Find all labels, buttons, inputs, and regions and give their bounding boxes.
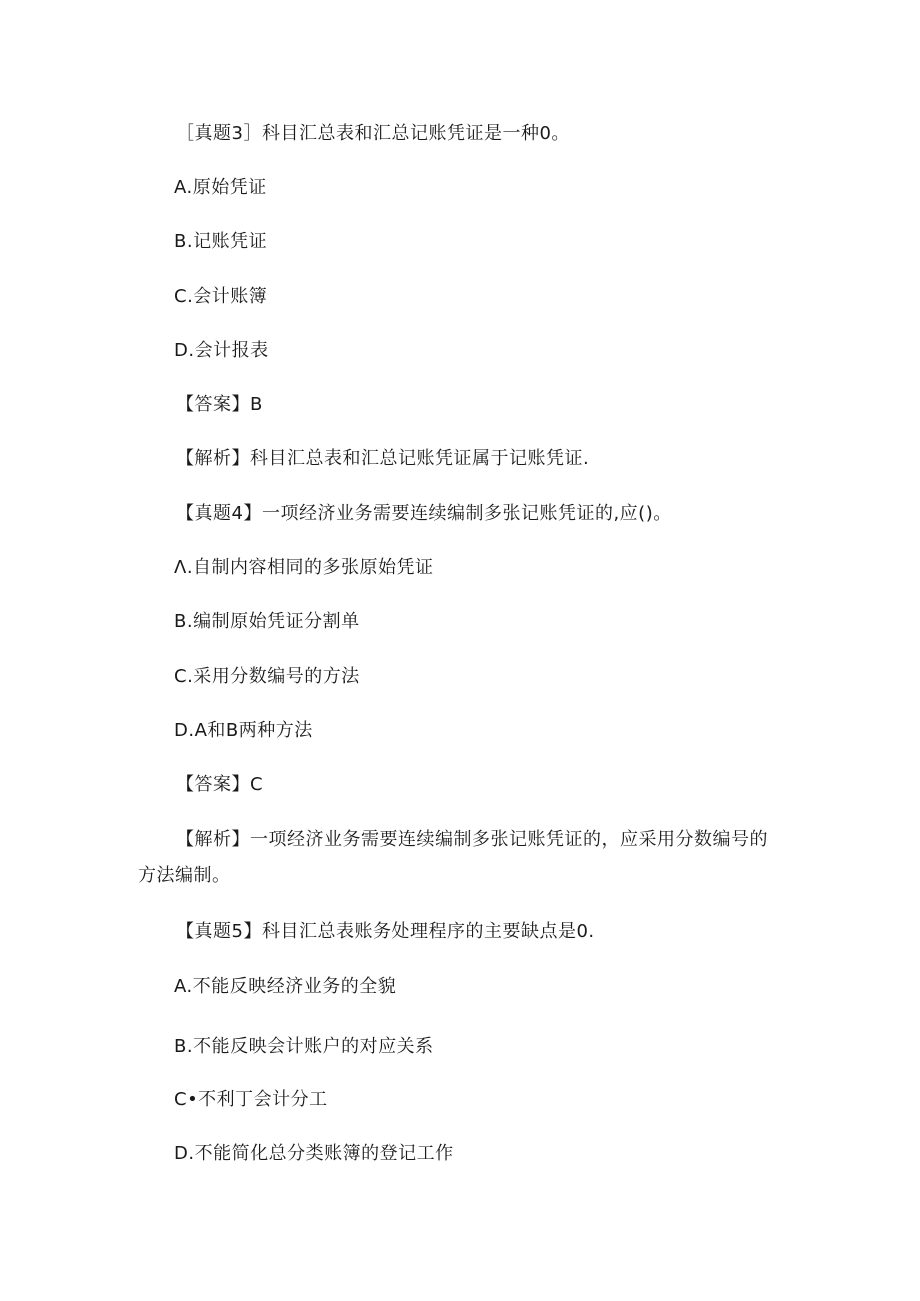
- question-3-option-a: A.原始凭证: [174, 177, 267, 198]
- question-3-option-c: C.会计账簿: [174, 286, 268, 307]
- question-5-stem: 【真题5】科目汇总表账务处理程序的主要缺点是0.: [176, 921, 595, 942]
- question-3-option-b: B.记账凭证: [174, 231, 268, 252]
- question-3-analysis: 【解析】科目汇总表和汇总记账凭证属于记账凭证.: [176, 448, 590, 469]
- question-5-option-d: D.不能简化总分类账簿的登记工作: [174, 1143, 454, 1164]
- question-4-option-c: C.采用分数编号的方法: [174, 666, 360, 687]
- question-4-answer: 【答案】C: [176, 774, 264, 795]
- question-3-answer: 【答案】B: [176, 394, 263, 415]
- question-3-stem: ［真题3］科目汇总表和汇总记账凭证是一种0。: [176, 123, 570, 144]
- question-4-option-a: Λ.自制内容相同的多张原始凭证: [174, 557, 434, 578]
- question-5-option-c: C•不利丁会计分工: [174, 1089, 328, 1110]
- question-4-option-d: D.A和B两种方法: [174, 720, 313, 741]
- question-4-option-b: B.编制原始凭证分割单: [174, 611, 360, 632]
- question-5-option-b: B.不能反映会计账户的对应关系: [174, 1036, 434, 1057]
- question-4-analysis: 【解析】一项经济业务需要连续编制多张记账凭证的，应采用分数编号的方法编制。: [138, 829, 768, 886]
- question-4-stem: 【真题4】一项经济业务需要连续编制多张记账凭证的,应()。: [176, 503, 672, 524]
- question-5-option-a: A.不能反映经济业务的全貌: [174, 976, 397, 997]
- question-3-option-d: D.会计报表: [174, 340, 269, 361]
